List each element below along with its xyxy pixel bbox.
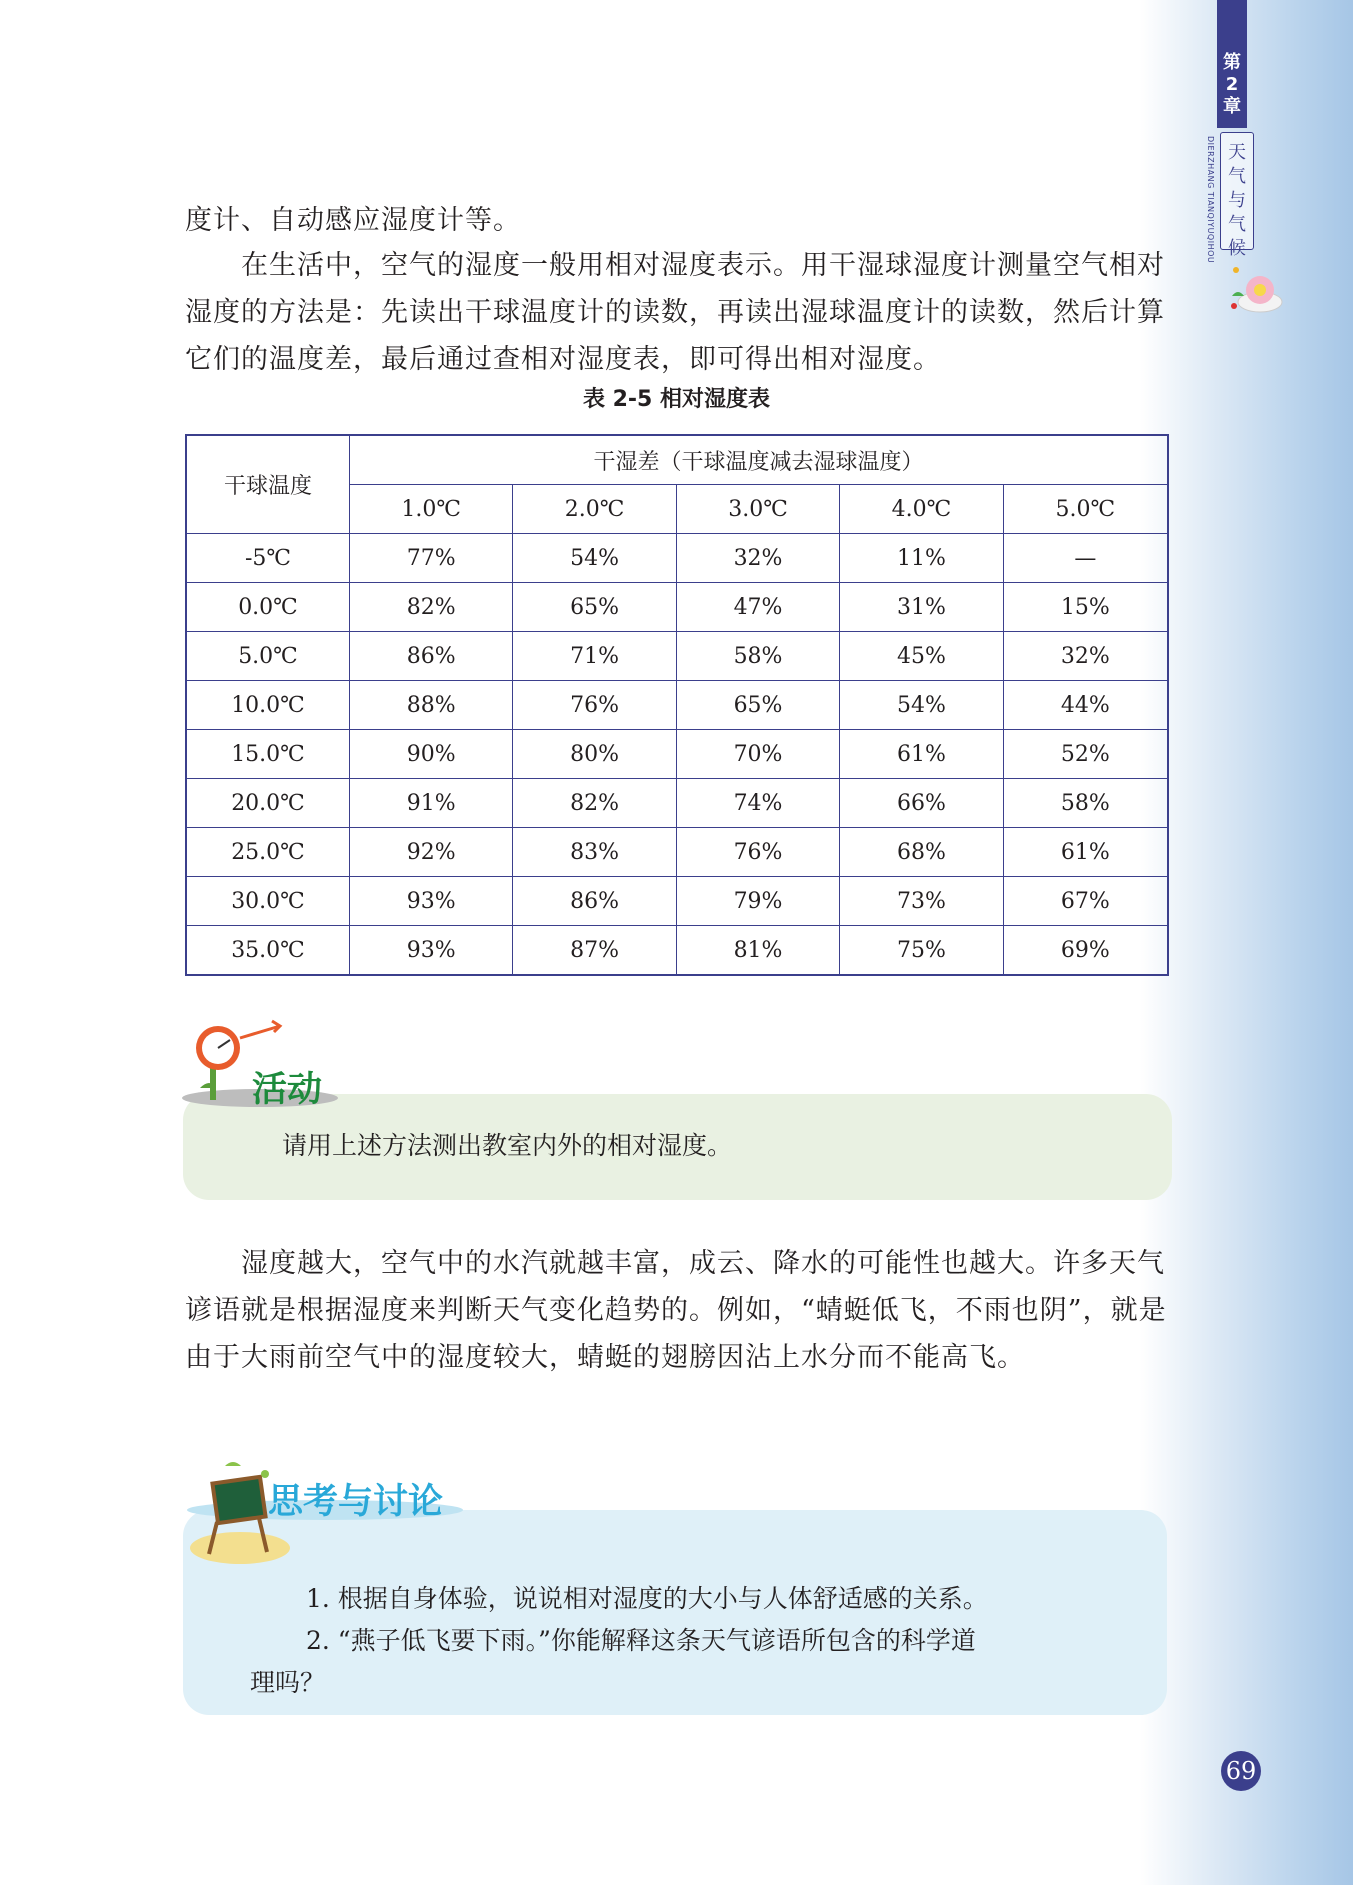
think-title: 思考与讨论 xyxy=(268,1482,444,1522)
row-header-cell: 20.0℃ xyxy=(186,779,350,828)
table-row xyxy=(186,632,1168,681)
table-row xyxy=(186,730,1168,779)
humidity-cell: 74% xyxy=(676,779,839,828)
table-row xyxy=(186,583,1168,632)
table-row xyxy=(186,926,1168,976)
table-row xyxy=(186,828,1168,877)
row-header-cell: 10.0℃ xyxy=(186,681,350,730)
humidity-cell: 15% xyxy=(1003,583,1168,632)
table-row xyxy=(186,877,1168,926)
humidity-cell: 32% xyxy=(1003,632,1168,681)
think-item-1: 1. 根据自身体验，说说相对湿度的大小与人体舒适感的关系。 xyxy=(306,1584,988,1613)
humidity-cell: 86% xyxy=(350,632,513,681)
column-header: 2.0℃ xyxy=(513,485,676,534)
row-header-cell: 30.0℃ xyxy=(186,877,350,926)
think-item-2: 2. “燕子低飞要下雨。”你能解释这条天气谚语所包含的科学道 xyxy=(306,1626,976,1655)
paragraph-humidity-method: 在生活中，空气的湿度一般用相对湿度表示。用干湿球湿度计测量空气相对湿度的方法是：先读出干球温度计的读数，再读出湿球温度计的读数，然后计算它们的温度差，最后通过查相对湿度表，即可得出相对湿度。 xyxy=(185,250,1165,375)
humidity-cell: 81% xyxy=(676,926,839,976)
humidity-cell: 67% xyxy=(1003,877,1168,926)
humidity-cell: 87% xyxy=(513,926,676,976)
humidity-cell: 65% xyxy=(513,583,676,632)
humidity-cell: 31% xyxy=(840,583,1003,632)
humidity-cell: 76% xyxy=(676,828,839,877)
table-row xyxy=(186,779,1168,828)
humidity-cell: — xyxy=(1003,534,1168,583)
chapter-pinyin: DIERZHANG TIANQIYUQIHOU xyxy=(1206,136,1215,264)
humidity-cell: 90% xyxy=(350,730,513,779)
activity-text: 请用上述方法测出教室内外的相对湿度。 xyxy=(282,1131,733,1160)
humidity-cell: 92% xyxy=(350,828,513,877)
humidity-cell: 73% xyxy=(840,877,1003,926)
humidity-cell: 76% xyxy=(513,681,676,730)
humidity-cell: 82% xyxy=(350,583,513,632)
humidity-cell: 32% xyxy=(676,534,839,583)
column-header: 4.0℃ xyxy=(840,485,1003,534)
humidity-cell: 88% xyxy=(350,681,513,730)
paragraph-intro: 度计、自动感应湿度计等。 xyxy=(185,205,521,236)
humidity-cell: 69% xyxy=(1003,926,1168,976)
humidity-cell: 68% xyxy=(840,828,1003,877)
humidity-cell: 86% xyxy=(513,877,676,926)
relative-humidity-table xyxy=(185,434,1169,976)
humidity-cell: 66% xyxy=(840,779,1003,828)
think-item-2-cont: 理吗？ xyxy=(250,1668,326,1697)
row-header-cell: 15.0℃ xyxy=(186,730,350,779)
column-header: 5.0℃ xyxy=(1003,485,1168,534)
humidity-cell: 65% xyxy=(676,681,839,730)
chapter-title: 天 气 与 气 候 xyxy=(1220,132,1254,250)
humidity-cell: 83% xyxy=(513,828,676,877)
flower-cup-icon xyxy=(1222,262,1292,322)
humidity-cell: 70% xyxy=(676,730,839,779)
humidity-cell: 45% xyxy=(840,632,1003,681)
row-header-cell: 35.0℃ xyxy=(186,926,350,976)
humidity-cell: 61% xyxy=(840,730,1003,779)
column-header: 3.0℃ xyxy=(676,485,839,534)
row-header-cell: -5℃ xyxy=(186,534,350,583)
row-header-cell: 25.0℃ xyxy=(186,828,350,877)
humidity-cell: 82% xyxy=(513,779,676,828)
humidity-cell: 52% xyxy=(1003,730,1168,779)
row-header-cell: 5.0℃ xyxy=(186,632,350,681)
humidity-cell: 75% xyxy=(840,926,1003,976)
chapter-tab: 第 2 章 xyxy=(1217,0,1247,128)
humidity-cell: 91% xyxy=(350,779,513,828)
humidity-cell: 54% xyxy=(513,534,676,583)
table-row xyxy=(186,534,1168,583)
table-row xyxy=(186,681,1168,730)
humidity-cell: 71% xyxy=(513,632,676,681)
paragraph-proverb: 湿度越大，空气中的水汽就越丰富，成云、降水的可能性也越大。许多天气谚语就是根据湿度来判断天气变化趋势的。例如，“蜻蜓低飞，不雨也阴”，就是由于大雨前空气中的湿度较大，蜻蜓的翅膀因沾上水分而不能高飞。 xyxy=(185,1248,1167,1373)
humidity-cell: 77% xyxy=(350,534,513,583)
humidity-cell: 11% xyxy=(840,534,1003,583)
row-header-cell: 0.0℃ xyxy=(186,583,350,632)
column-header: 1.0℃ xyxy=(350,485,513,534)
humidity-cell: 44% xyxy=(1003,681,1168,730)
humidity-cell: 47% xyxy=(676,583,839,632)
humidity-cell: 54% xyxy=(840,681,1003,730)
corner-header: 干球温度 xyxy=(186,435,350,534)
humidity-cell: 93% xyxy=(350,877,513,926)
humidity-cell: 58% xyxy=(1003,779,1168,828)
humidity-cell: 80% xyxy=(513,730,676,779)
humidity-cell: 93% xyxy=(350,926,513,976)
humidity-cell: 61% xyxy=(1003,828,1168,877)
page-number: 69 xyxy=(1221,1751,1261,1791)
humidity-cell: 58% xyxy=(676,632,839,681)
group-header: 干湿差（干球温度减去湿球温度） xyxy=(350,435,1169,485)
activity-title: 活动 xyxy=(252,1070,323,1110)
table-caption: 表 2-5 相对湿度表 xyxy=(582,387,771,412)
humidity-cell: 79% xyxy=(676,877,839,926)
